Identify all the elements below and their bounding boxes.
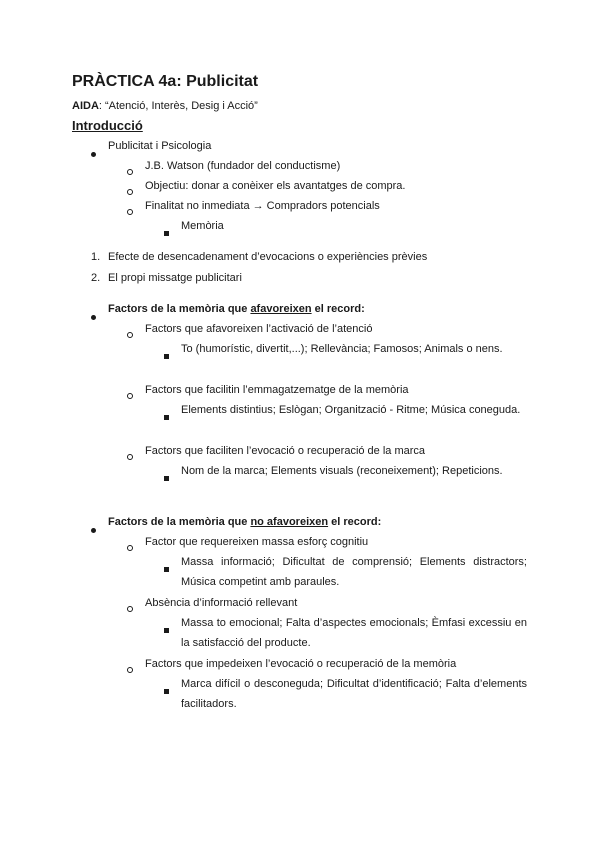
heading-underlined: no afavoreixen [250, 516, 329, 528]
list-item-detail: To (humorístic, divertit,...); Rellevància; Famosos; Animals o nens. [181, 343, 503, 355]
list-item: Factors que afavoreixen l’activació de l’atenció [145, 323, 373, 335]
list-item: Memòria [181, 220, 224, 232]
list-item-detail: Nom de la marca; Elements visuals (reconeixement); Repeticions. [181, 465, 503, 477]
bullet-circle [127, 447, 133, 467]
bullet-disc [91, 144, 96, 164]
list-number: 1. [91, 251, 101, 263]
heading-text: el record: [328, 516, 382, 528]
bullet-disc [91, 520, 96, 540]
bullet-square [164, 559, 169, 579]
list-item: Factors que facilitin l’emmagatzematge de la memòria [145, 384, 409, 396]
list-item: J.B. Watson (fundador del conductisme) [145, 160, 341, 172]
section-heading-favor [108, 299, 365, 319]
bullet-square [164, 681, 169, 701]
intro-heading: Introducció [72, 118, 143, 133]
list-number: 2. [91, 272, 101, 284]
heading-text: el record: [311, 303, 365, 315]
bullet-circle [127, 325, 133, 345]
page-title: PRÀCTICA 4a: Publicitat [72, 73, 259, 90]
aida-line [72, 96, 258, 116]
list-item: Factors que faciliten l’evocació o recuperació de la marca [145, 445, 426, 457]
bullet-circle [127, 538, 133, 558]
list-item: El propi missatge publicitari [108, 272, 242, 284]
bullet-square [164, 346, 169, 366]
heading-text: Factors de la memòria que [108, 516, 251, 528]
bullet-square [164, 407, 169, 427]
list-item: Publicitat i Psicologia [108, 140, 212, 152]
list-item: Efecte de desencadenament d’evocacions o experiències prèvies [108, 251, 428, 263]
section-heading-nofavor [108, 512, 381, 532]
bullet-circle [127, 202, 133, 222]
list-item: Finalitat no inmediata → Compradors potencials [145, 200, 380, 212]
bullet-circle [127, 660, 133, 680]
bullet-circle [127, 386, 133, 406]
aida-label: AIDA [72, 100, 99, 112]
bullet-square [164, 620, 169, 640]
list-item: Objectiu: donar a conèixer els avantatges de compra. [145, 180, 406, 192]
aida-text: : “Atenció, Interès, Desig i Acció” [98, 100, 258, 112]
bullet-circle [127, 182, 133, 202]
heading-text: Factors de la memòria que [108, 303, 251, 315]
list-item: Factors que impedeixen l’evocació o recuperació de la memòria [145, 658, 457, 670]
list-item-detail: Massa to emocional; Falta d’aspectes emocionals; Èmfasi excessiu en la satisfacció del producte. [181, 617, 527, 649]
bullet-square [164, 223, 169, 243]
list-item-detail: Massa informació; Dificultat de comprensió; Elements distractors; Música competint amb paraules. [181, 556, 527, 588]
bullet-circle [127, 162, 133, 182]
bullet-circle [127, 599, 133, 619]
list-item: Factor que requereixen massa esforç cognitiu [145, 536, 369, 548]
bullet-disc [91, 307, 96, 327]
bullet-square [164, 468, 169, 488]
list-item-detail: Elements distintius; Eslògan; Organització - Ritme; Música coneguda. [181, 404, 521, 416]
list-item: Absència d’informació rellevant [145, 597, 298, 609]
list-item-detail: Marca difícil o desconeguda; Dificultat d’identificació; Falta d’elements facilitadors. [181, 678, 527, 710]
heading-underlined: afavoreixen [250, 303, 312, 315]
